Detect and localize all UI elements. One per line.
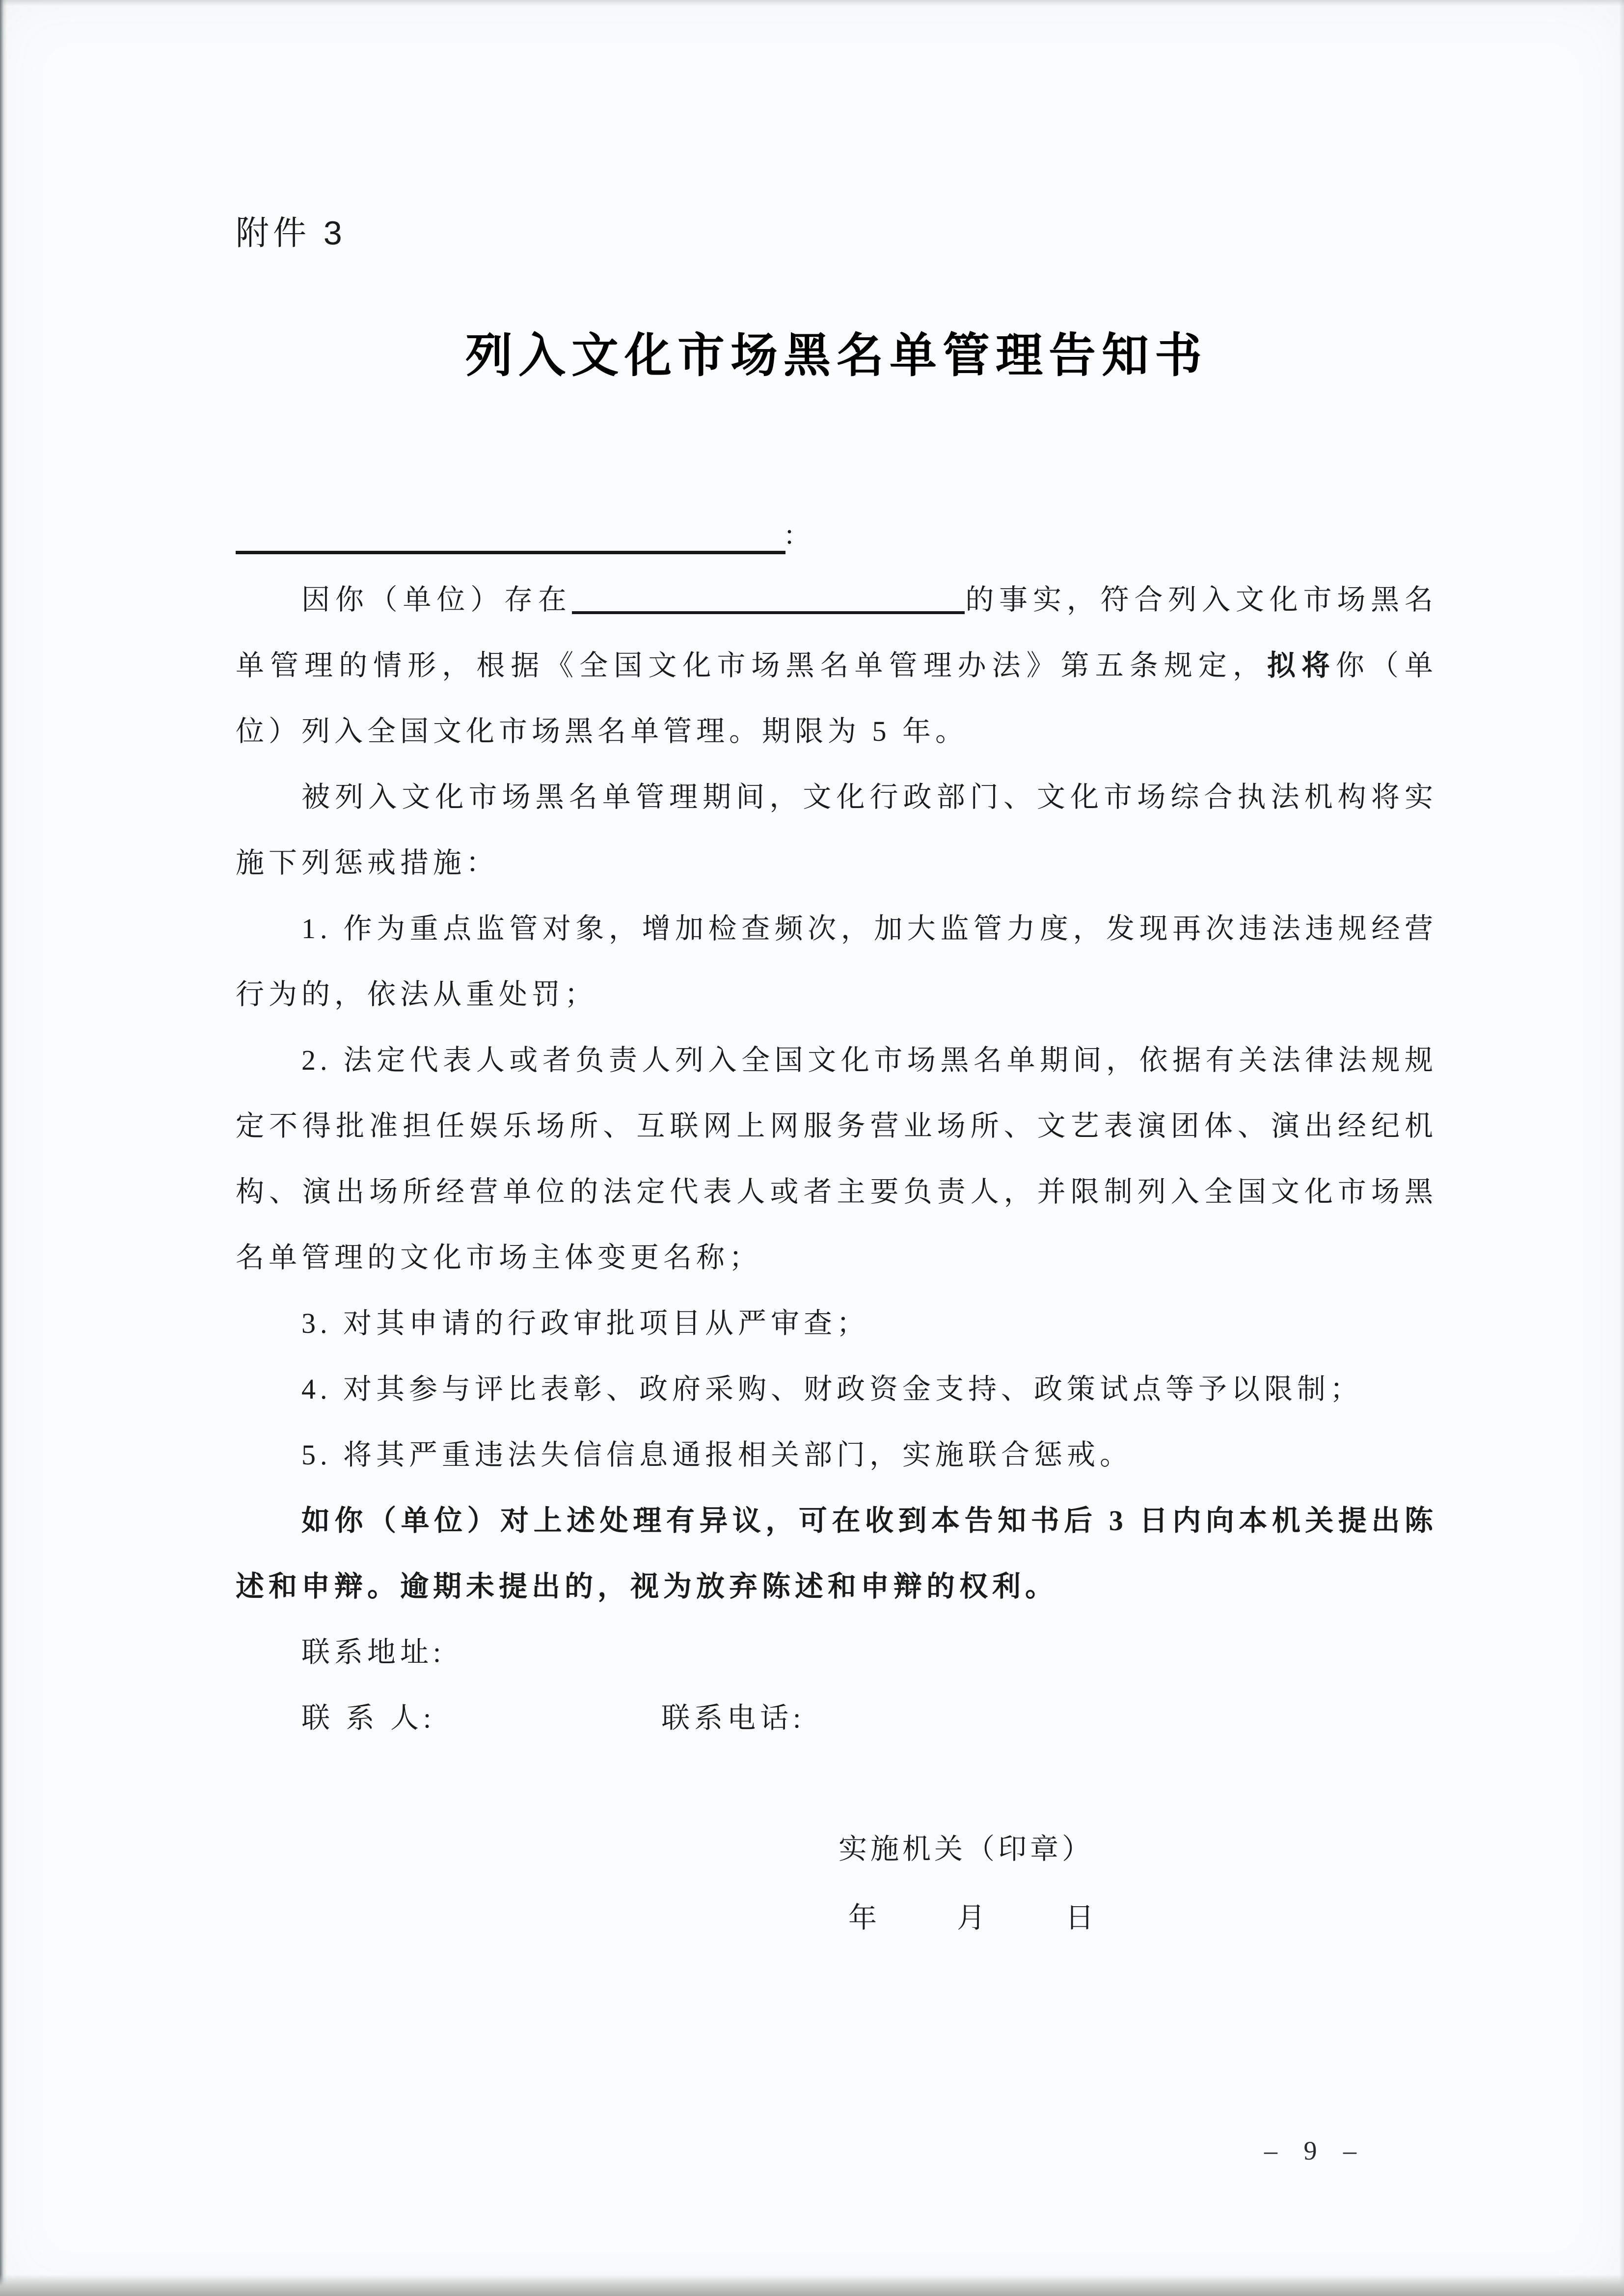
paragraph [236, 896, 1437, 1027]
contact-address-label: 联系地址: [301, 1636, 446, 1668]
text-run: 2. 法定代表人或者负责人列入全国文化市场黑名单期间，依据有关法律法规规定不得批准担任娱乐场所、互联网上网服务营业场所、文艺表演团体、演出经纪机构、演出场所经营单位的法定代表人或者主要负责人，并限制列入全国文化市场黑名单管理的文化市场主体变更名称； [236, 1044, 1437, 1273]
document-title: 列入文化市场黑名单管理告知书 [465, 329, 1208, 382]
text-run: 的事实，符合列入文化市场黑名单管理的情形，根据《全国文化市场黑名单管理办法》第五条规定， [236, 584, 1437, 681]
paragraph [236, 1356, 1437, 1422]
paragraph [236, 567, 1437, 764]
fill-in-blank [572, 587, 965, 614]
date-month-label: 月 [956, 1902, 985, 1934]
text-run: 因你（单位）存在 [301, 584, 572, 616]
text-run: 4. 对其参与评比表彰、政府采购、财政资金支持、政策试点等予以限制； [301, 1373, 1363, 1405]
addressee-fill-in-blank [236, 512, 785, 554]
signature-block [236, 1815, 1437, 1952]
contact-phone-label: 联系电话: [661, 1702, 806, 1734]
paragraph [236, 1488, 1437, 1620]
paragraph [236, 1291, 1437, 1356]
date-day-label: 日 [1065, 1902, 1094, 1934]
document-body [236, 567, 1437, 1620]
text-run: 5. 将其严重违法失信信息通报相关部门，实施联合惩戒。 [301, 1439, 1133, 1471]
page-number: – 9 – [1264, 2136, 1359, 2165]
text-run: 被列入文化市场黑名单管理期间，文化行政部门、文化市场综合执法机构将实施下列惩戒措施： [236, 781, 1437, 879]
paragraph [236, 1027, 1437, 1291]
bold-text-run: 如你（单位）对上述处理有异议，可在收到本告知书后 3 日内向本机关提出陈述和申辩。逾期未提出的，视为放弃陈述和申辩的权利。 [236, 1505, 1437, 1602]
paragraph [236, 764, 1437, 896]
signature-date-line [848, 1884, 1094, 1952]
contact-person-label: 联 系 人: [301, 1702, 436, 1734]
text-run: 你（单位）列入全国文化市场黑名单管理。期限为 5 年。 [236, 649, 1437, 747]
text-run: 1. 作为重点监管对象，增加检查频次，加大监管力度，发现再次违法违规经营行为的，依法从重处罚； [236, 913, 1437, 1010]
attachment-label: 附件 3 [236, 215, 346, 252]
date-year-label: 年 [848, 1902, 877, 1934]
salutation-line [236, 506, 1437, 557]
salutation-colon: : [785, 518, 794, 550]
text-run: 3. 对其申请的行政审批项目从严审查； [301, 1307, 870, 1339]
contact-address-line [236, 1620, 1437, 1685]
issuing-agency-seal-line: 实施机关（印章） [838, 1833, 1094, 1865]
scan-edge-bottom [0, 2274, 1624, 2296]
contact-person-line [236, 1685, 1437, 1751]
paragraph [236, 1422, 1437, 1488]
bold-text-run: 拟将 [1267, 649, 1336, 681]
